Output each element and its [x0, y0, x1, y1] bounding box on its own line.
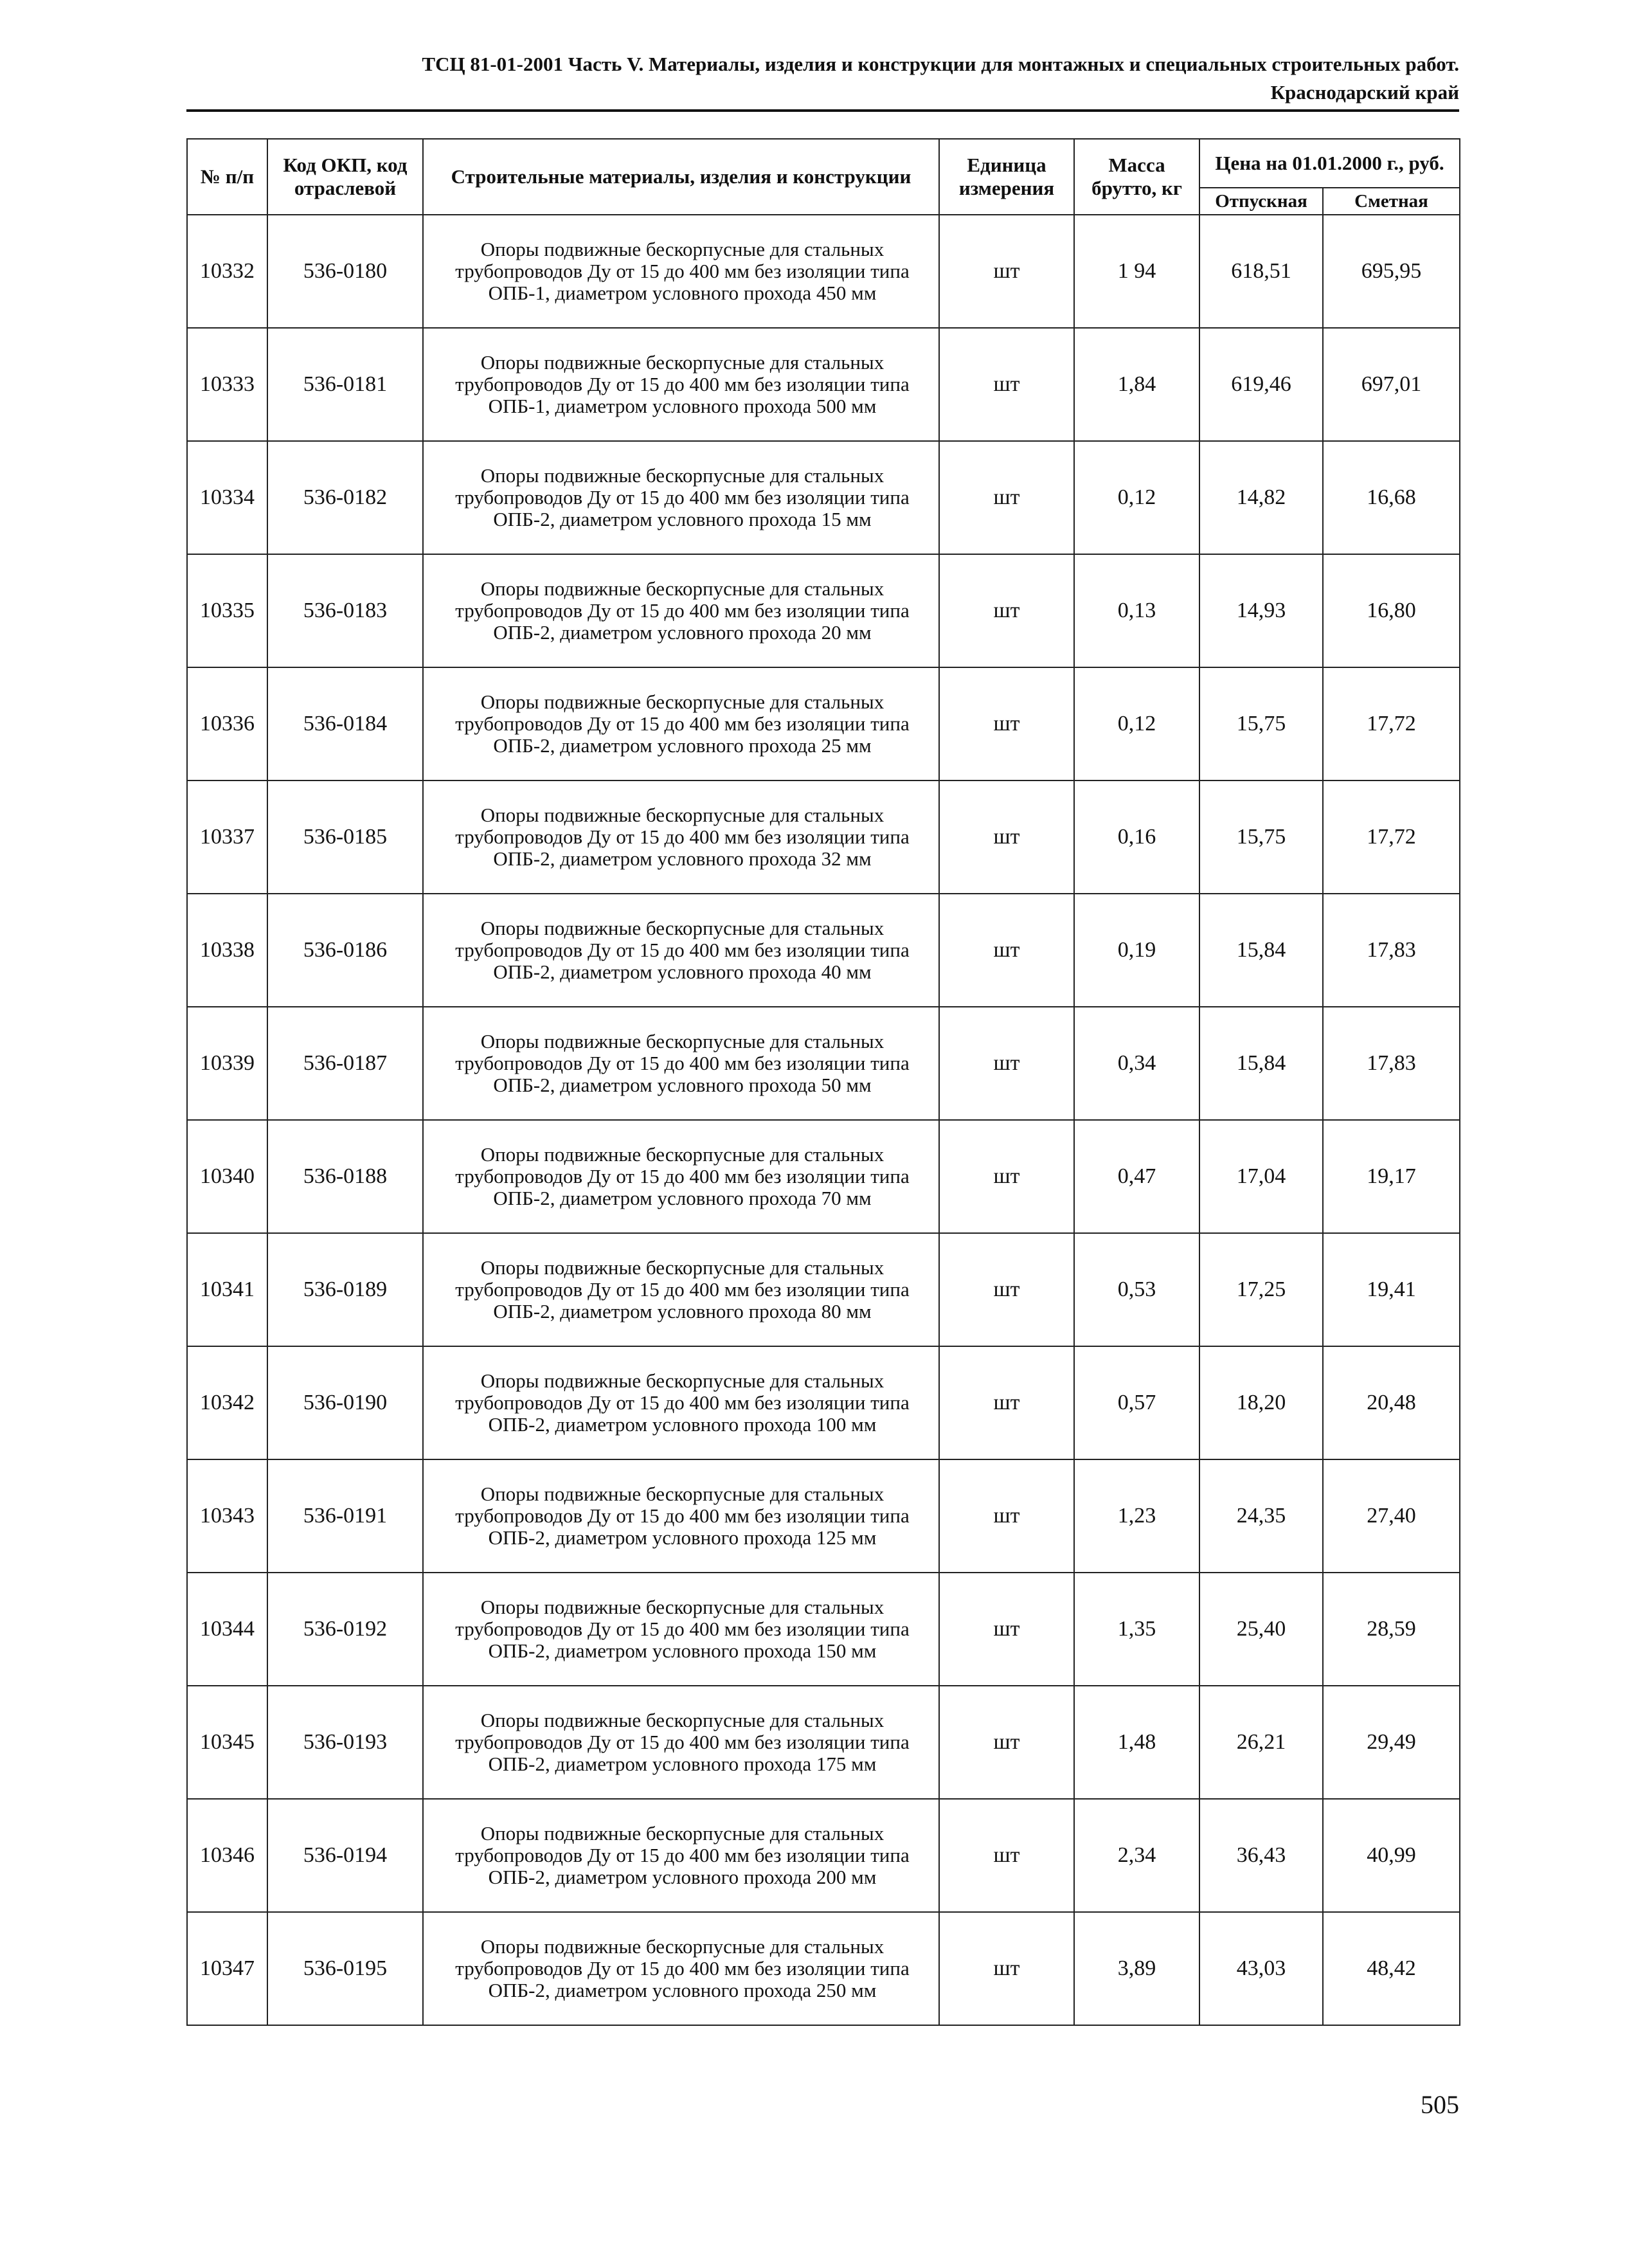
cell-code: 536-0187 — [267, 1007, 423, 1120]
cell-unit: шт — [939, 1007, 1074, 1120]
table-row — [187, 1573, 1460, 1686]
cell-description: Опоры подвижные бескорпусные для стальных трубопроводов Ду от 15 до 400 мм без изоляции типа ОПБ-1, диаметром условного прохода 500 мм — [423, 328, 939, 441]
col-header-unit: Единица измерения — [939, 139, 1074, 215]
cell-code: 536-0190 — [267, 1346, 423, 1459]
cell-code: 536-0180 — [267, 215, 423, 328]
cell-code: 536-0189 — [267, 1233, 423, 1346]
cell-description: Опоры подвижные бескорпусные для стальных трубопроводов Ду от 15 до 400 мм без изоляции типа ОПБ-2, диаметром условного прохода 70 мм — [423, 1120, 939, 1233]
cell-price-release: 15,75 — [1199, 667, 1323, 781]
cell-price-estimate: 16,80 — [1323, 554, 1460, 667]
cell-description: Опоры подвижные бескорпусные для стальных трубопроводов Ду от 15 до 400 мм без изоляции типа ОПБ-2, диаметром условного прохода 20 мм — [423, 554, 939, 667]
price-table — [186, 138, 1460, 2026]
cell-price-estimate: 16,68 — [1323, 441, 1460, 554]
cell-price-estimate: 697,01 — [1323, 328, 1460, 441]
cell-num: 10343 — [187, 1459, 267, 1573]
cell-mass: 0,53 — [1074, 1233, 1199, 1346]
cell-price-estimate: 17,72 — [1323, 781, 1460, 894]
cell-code: 536-0182 — [267, 441, 423, 554]
cell-num: 10346 — [187, 1799, 267, 1912]
cell-unit: шт — [939, 328, 1074, 441]
cell-code: 536-0192 — [267, 1573, 423, 1686]
cell-num: 10333 — [187, 328, 267, 441]
cell-price-release: 14,93 — [1199, 554, 1323, 667]
col-header-num: № п/п — [187, 139, 267, 215]
cell-mass: 0,16 — [1074, 781, 1199, 894]
cell-code: 536-0184 — [267, 667, 423, 781]
col-header-price-release: Отпускная — [1199, 188, 1323, 215]
page-number: 505 — [1421, 2090, 1459, 2119]
header-region: Краснодарский край — [1270, 81, 1459, 104]
cell-description: Опоры подвижные бескорпусные для стальных трубопроводов Ду от 15 до 400 мм без изоляции типа ОПБ-2, диаметром условного прохода 175 мм — [423, 1686, 939, 1799]
cell-price-release: 15,75 — [1199, 781, 1323, 894]
cell-description: Опоры подвижные бескорпусные для стальных трубопроводов Ду от 15 до 400 мм без изоляции типа ОПБ-1, диаметром условного прохода 450 мм — [423, 215, 939, 328]
cell-price-estimate: 29,49 — [1323, 1686, 1460, 1799]
cell-description: Опоры подвижные бескорпусные для стальных трубопроводов Ду от 15 до 400 мм без изоляции типа ОПБ-2, диаметром условного прохода 40 мм — [423, 894, 939, 1007]
table-row — [187, 554, 1460, 667]
cell-code: 536-0191 — [267, 1459, 423, 1573]
cell-description: Опоры подвижные бескорпусные для стальных трубопроводов Ду от 15 до 400 мм без изоляции типа ОПБ-2, диаметром условного прохода 100 мм — [423, 1346, 939, 1459]
cell-description: Опоры подвижные бескорпусные для стальных трубопроводов Ду от 15 до 400 мм без изоляции типа ОПБ-2, диаметром условного прохода 25 мм — [423, 667, 939, 781]
cell-mass: 0,34 — [1074, 1007, 1199, 1120]
cell-num: 10339 — [187, 1007, 267, 1120]
cell-num: 10347 — [187, 1912, 267, 2025]
table-row — [187, 1912, 1460, 2025]
col-header-mass: Масса брутто, кг — [1074, 139, 1199, 215]
cell-unit: шт — [939, 1686, 1074, 1799]
cell-price-estimate: 20,48 — [1323, 1346, 1460, 1459]
cell-mass: 1 94 — [1074, 215, 1199, 328]
cell-description: Опоры подвижные бескорпусные для стальных трубопроводов Ду от 15 до 400 мм без изоляции типа ОПБ-2, диаметром условного прохода 250 мм — [423, 1912, 939, 2025]
cell-price-release: 24,35 — [1199, 1459, 1323, 1573]
col-header-code: Код ОКП, код отраслевой — [267, 139, 423, 215]
cell-code: 536-0194 — [267, 1799, 423, 1912]
cell-price-estimate: 17,83 — [1323, 894, 1460, 1007]
cell-code: 536-0186 — [267, 894, 423, 1007]
cell-description: Опоры подвижные бескорпусные для стальных трубопроводов Ду от 15 до 400 мм без изоляции типа ОПБ-2, диаметром условного прохода 200 мм — [423, 1799, 939, 1912]
cell-unit: шт — [939, 554, 1074, 667]
cell-code: 536-0183 — [267, 554, 423, 667]
cell-price-release: 15,84 — [1199, 894, 1323, 1007]
cell-mass: 1,84 — [1074, 328, 1199, 441]
cell-unit: шт — [939, 781, 1074, 894]
cell-num: 10332 — [187, 215, 267, 328]
cell-price-estimate: 695,95 — [1323, 215, 1460, 328]
cell-price-estimate: 28,59 — [1323, 1573, 1460, 1686]
cell-price-release: 619,46 — [1199, 328, 1323, 441]
cell-num: 10336 — [187, 667, 267, 781]
cell-num: 10345 — [187, 1686, 267, 1799]
table-row — [187, 1346, 1460, 1459]
cell-price-estimate: 48,42 — [1323, 1912, 1460, 2025]
cell-price-release: 618,51 — [1199, 215, 1323, 328]
cell-price-release: 43,03 — [1199, 1912, 1323, 2025]
cell-mass: 0,13 — [1074, 554, 1199, 667]
cell-unit: шт — [939, 441, 1074, 554]
cell-mass: 0,47 — [1074, 1120, 1199, 1233]
cell-price-release: 15,84 — [1199, 1007, 1323, 1120]
cell-price-estimate: 17,83 — [1323, 1007, 1460, 1120]
cell-description: Опоры подвижные бескорпусные для стальных трубопроводов Ду от 15 до 400 мм без изоляции типа ОПБ-2, диаметром условного прохода 125 мм — [423, 1459, 939, 1573]
cell-mass: 1,48 — [1074, 1686, 1199, 1799]
cell-num: 10344 — [187, 1573, 267, 1686]
cell-code: 536-0181 — [267, 328, 423, 441]
cell-num: 10340 — [187, 1120, 267, 1233]
col-header-price: Цена на 01.01.2000 г., руб. — [1199, 139, 1460, 188]
cell-price-release: 26,21 — [1199, 1686, 1323, 1799]
cell-num: 10334 — [187, 441, 267, 554]
cell-unit: шт — [939, 1912, 1074, 2025]
table-body — [187, 215, 1460, 2025]
header-title: ТСЦ 81-01-2001 Часть V. Материалы, изделия и конструкции для монтажных и специальных строительных работ. — [422, 53, 1459, 75]
table-row — [187, 1120, 1460, 1233]
cell-description: Опоры подвижные бескорпусные для стальных трубопроводов Ду от 15 до 400 мм без изоляции типа ОПБ-2, диаметром условного прохода 150 мм — [423, 1573, 939, 1686]
cell-price-release: 17,25 — [1199, 1233, 1323, 1346]
table-row — [187, 1233, 1460, 1346]
table-row — [187, 781, 1460, 894]
cell-description: Опоры подвижные бескорпусные для стальных трубопроводов Ду от 15 до 400 мм без изоляции типа ОПБ-2, диаметром условного прохода 50 мм — [423, 1007, 939, 1120]
cell-price-release: 36,43 — [1199, 1799, 1323, 1912]
header-divider — [186, 109, 1459, 112]
cell-num: 10335 — [187, 554, 267, 667]
cell-unit: шт — [939, 1120, 1074, 1233]
col-header-desc: Строительные материалы, изделия и конструкции — [423, 139, 939, 215]
cell-code: 536-0188 — [267, 1120, 423, 1233]
cell-num: 10342 — [187, 1346, 267, 1459]
table-row — [187, 894, 1460, 1007]
cell-unit: шт — [939, 1799, 1074, 1912]
cell-mass: 1,23 — [1074, 1459, 1199, 1573]
cell-price-estimate: 40,99 — [1323, 1799, 1460, 1912]
cell-unit: шт — [939, 215, 1074, 328]
cell-description: Опоры подвижные бескорпусные для стальных трубопроводов Ду от 15 до 400 мм без изоляции типа ОПБ-2, диаметром условного прохода 80 мм — [423, 1233, 939, 1346]
cell-price-estimate: 17,72 — [1323, 667, 1460, 781]
table-row — [187, 1799, 1460, 1912]
cell-unit: шт — [939, 1573, 1074, 1686]
cell-price-release: 25,40 — [1199, 1573, 1323, 1686]
table-row — [187, 215, 1460, 328]
table-row — [187, 328, 1460, 441]
cell-code: 536-0185 — [267, 781, 423, 894]
cell-mass: 0,12 — [1074, 667, 1199, 781]
cell-description: Опоры подвижные бескорпусные для стальных трубопроводов Ду от 15 до 400 мм без изоляции типа ОПБ-2, диаметром условного прохода 15 мм — [423, 441, 939, 554]
cell-price-estimate: 19,17 — [1323, 1120, 1460, 1233]
cell-price-estimate: 27,40 — [1323, 1459, 1460, 1573]
cell-price-release: 18,20 — [1199, 1346, 1323, 1459]
page-header — [186, 50, 1459, 107]
cell-unit: шт — [939, 1233, 1074, 1346]
cell-unit: шт — [939, 1346, 1074, 1459]
cell-num: 10337 — [187, 781, 267, 894]
cell-code: 536-0195 — [267, 1912, 423, 2025]
cell-mass: 0,12 — [1074, 441, 1199, 554]
table-row — [187, 667, 1460, 781]
cell-mass: 3,89 — [1074, 1912, 1199, 2025]
cell-mass: 0,57 — [1074, 1346, 1199, 1459]
cell-price-estimate: 19,41 — [1323, 1233, 1460, 1346]
cell-num: 10338 — [187, 894, 267, 1007]
col-header-price-estimate: Сметная — [1323, 188, 1460, 215]
cell-mass: 2,34 — [1074, 1799, 1199, 1912]
cell-price-release: 17,04 — [1199, 1120, 1323, 1233]
cell-num: 10341 — [187, 1233, 267, 1346]
cell-mass: 1,35 — [1074, 1573, 1199, 1686]
table-row — [187, 1686, 1460, 1799]
cell-code: 536-0193 — [267, 1686, 423, 1799]
cell-price-release: 14,82 — [1199, 441, 1323, 554]
table-row — [187, 1459, 1460, 1573]
cell-unit: шт — [939, 1459, 1074, 1573]
table-row — [187, 1007, 1460, 1120]
table-row — [187, 441, 1460, 554]
cell-mass: 0,19 — [1074, 894, 1199, 1007]
cell-unit: шт — [939, 894, 1074, 1007]
cell-unit: шт — [939, 667, 1074, 781]
cell-description: Опоры подвижные бескорпусные для стальных трубопроводов Ду от 15 до 400 мм без изоляции типа ОПБ-2, диаметром условного прохода 32 мм — [423, 781, 939, 894]
